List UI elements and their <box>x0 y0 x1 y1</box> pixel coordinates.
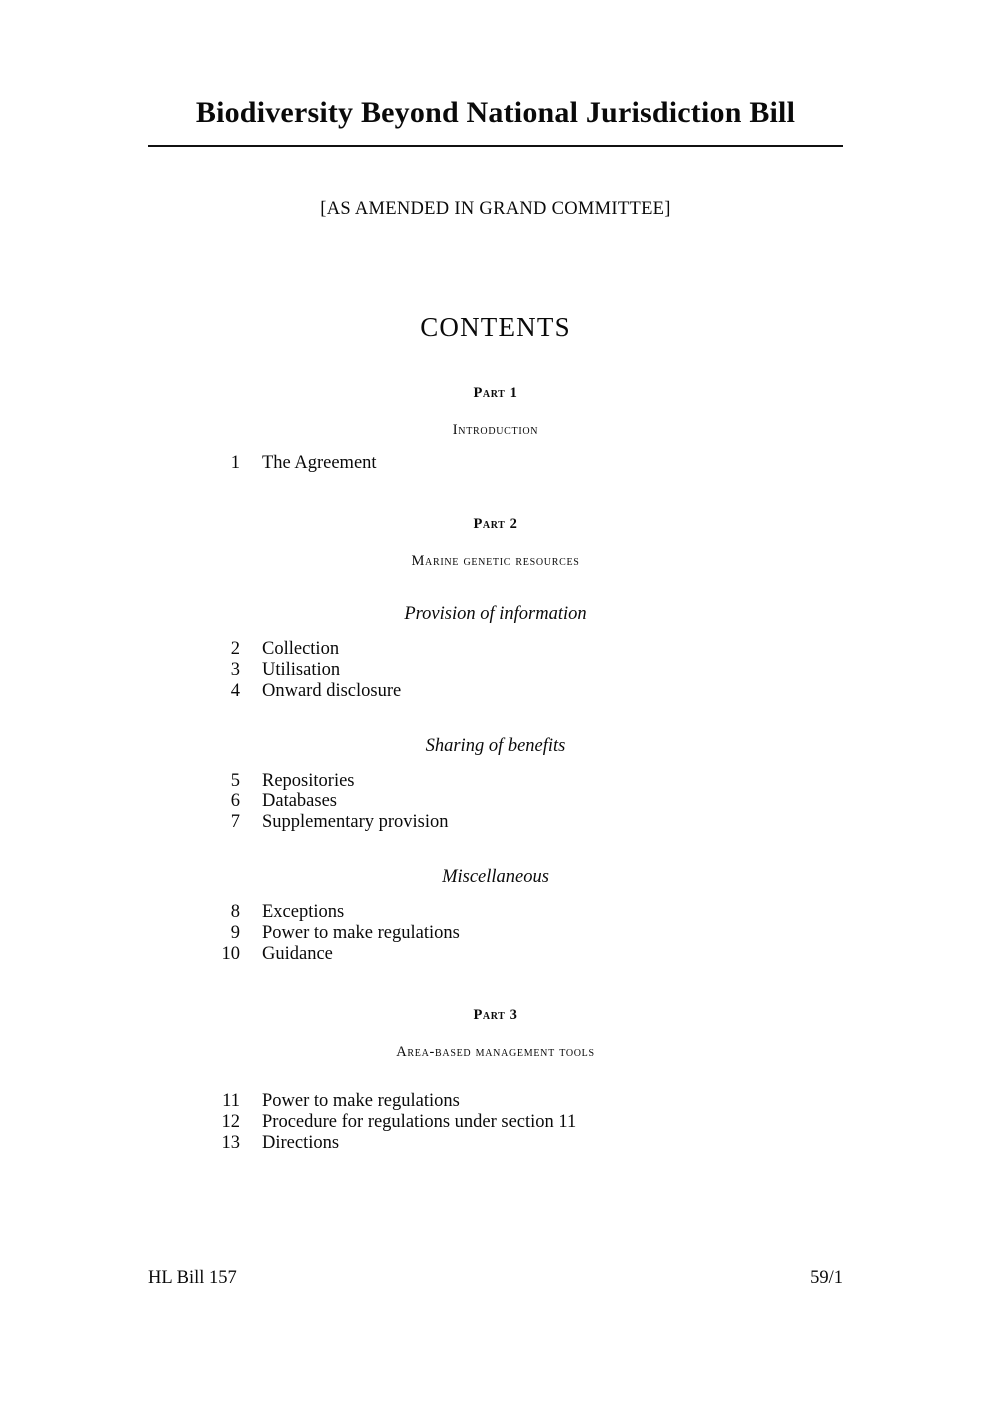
item-label[interactable]: Directions <box>262 1132 340 1153</box>
item-label[interactable]: Collection <box>262 638 340 659</box>
item-label[interactable]: Exceptions <box>262 902 345 923</box>
part-section <box>148 516 843 965</box>
item-label[interactable]: Supplementary provision <box>262 812 449 833</box>
group-heading: Provision of information <box>404 603 587 624</box>
part-1-items <box>192 453 799 474</box>
part-label: Part 1 <box>473 385 518 401</box>
list-item <box>192 639 799 660</box>
page-footer <box>148 1268 843 1289</box>
list-item <box>192 812 799 833</box>
item-number: 7 <box>230 812 240 833</box>
part-label: Part 3 <box>473 1006 518 1023</box>
item-label[interactable]: Databases <box>262 791 337 812</box>
part-subtitle: Introduction <box>452 422 539 438</box>
list-item <box>192 944 799 965</box>
part-3-items <box>192 1091 799 1154</box>
item-label[interactable]: Power to make regulations <box>262 923 460 944</box>
bill-number: HL Bill 157 <box>148 1268 237 1288</box>
item-number: 13 <box>221 1132 240 1153</box>
item-number: 9 <box>230 923 240 944</box>
item-number: 12 <box>221 1111 240 1132</box>
item-group <box>192 639 799 702</box>
part-heading <box>148 1007 843 1024</box>
part-section <box>148 1007 843 1154</box>
item-group <box>192 1091 799 1154</box>
part-heading <box>148 516 843 533</box>
list-item <box>192 771 799 792</box>
part-heading <box>148 385 843 402</box>
item-number: 2 <box>230 638 240 659</box>
item-number: 1 <box>230 453 240 473</box>
group-heading: Miscellaneous <box>442 867 549 888</box>
contents-heading: CONTENTS <box>420 312 571 342</box>
part-subtitle: Marine genetic resources <box>411 552 580 569</box>
item-number: 10 <box>221 944 240 965</box>
item-label[interactable]: Onward disclosure <box>262 680 402 701</box>
title-block <box>148 96 843 147</box>
list-item <box>192 681 799 702</box>
item-number: 4 <box>230 680 240 701</box>
item-number: 8 <box>230 902 240 923</box>
part-subtitle: Area-based management tools <box>396 1043 595 1060</box>
list-item <box>192 660 799 681</box>
amendment-note: [AS AMENDED IN GRAND COMMITTEE] <box>320 199 671 219</box>
item-label[interactable]: Procedure for regulations under section 11 <box>262 1111 577 1132</box>
item-number: 11 <box>222 1090 240 1111</box>
item-group <box>192 771 799 834</box>
item-number: 3 <box>230 659 240 680</box>
item-label[interactable]: Repositories <box>262 770 355 791</box>
list-item <box>192 1091 799 1112</box>
item-label[interactable]: The Agreement <box>262 453 377 473</box>
page-title: Biodiversity Beyond National Jurisdiction Bill <box>195 96 796 129</box>
list-item <box>192 791 799 812</box>
list-item <box>192 1133 799 1154</box>
group-heading: Sharing of benefits <box>425 735 566 756</box>
list-item <box>192 453 799 474</box>
page-reference: 59/1 <box>810 1268 843 1288</box>
list-item <box>192 1112 799 1133</box>
item-group <box>192 453 799 474</box>
part-section <box>148 385 843 474</box>
item-number: 5 <box>230 770 240 791</box>
list-item <box>192 923 799 944</box>
item-label[interactable]: Utilisation <box>262 659 341 680</box>
item-number: 6 <box>230 791 240 812</box>
part-label: Part 2 <box>473 515 518 532</box>
part-2-items <box>192 604 799 965</box>
item-label[interactable]: Power to make regulations <box>262 1090 460 1111</box>
list-item <box>192 902 799 923</box>
item-group <box>192 902 799 965</box>
item-label[interactable]: Guidance <box>262 944 333 965</box>
